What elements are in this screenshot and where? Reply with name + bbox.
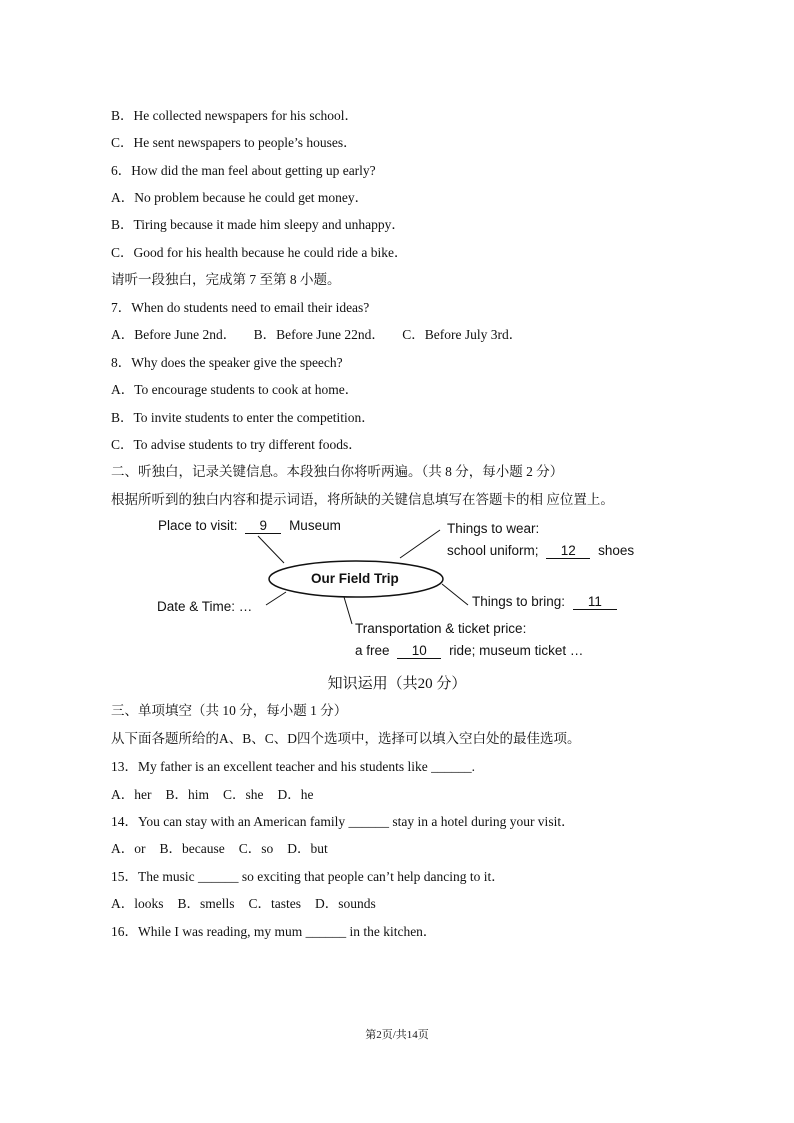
branch-transport [344,597,352,624]
bring-blank: 11 [573,594,617,610]
q15-option-a: A．looks [111,896,164,911]
section2-instruction: 根据所听到的独白内容和提示词语，将所缺的关键信息填写在答题卡的相 应位置上。 [111,492,614,507]
mindmap-wear-label: Things to wear: [447,521,540,536]
knowledge-title: 知识运用（共20 分） [327,676,467,692]
q7-option-c: C．Before July 3rd． [402,327,523,342]
mindmap-date: Date & Time: … [157,599,253,614]
q7-option-a: A．Before June 2nd． [111,327,237,342]
q15-option-d: D．sounds [315,896,376,911]
q15-options [111,895,376,913]
wear-after: shoes [598,543,635,558]
bring-label: Things to bring: [472,594,566,609]
place-label: Place to visit: [158,518,238,533]
q13-options [111,786,314,804]
q6-option-b: B．Tiring because it made him sleepy and unhappy． [111,217,405,232]
place-after: Museum [289,518,341,533]
mindmap-center-label: Our Field Trip [311,571,399,586]
q5-option-b: B．He collected newspapers for his school． [111,108,359,123]
q15-question: 15．The music ______ so exciting that people can’t help dancing to it． [111,869,505,884]
q14-question: 14．You can stay with an American family ______ stay in a hotel during your visit． [111,814,575,829]
q15-option-b: B．smells [177,896,235,911]
branch-wear [400,530,440,558]
wear-blank: 12 [546,543,590,559]
mindmap-transport-label: Transportation & ticket price: [355,621,527,636]
mindmap-bring [472,594,617,610]
transport-after: ride; museum ticket … [449,643,584,658]
q8-question: 8．Why does the speaker give the speech? [111,355,343,370]
q13-option-d: D．he [277,787,314,802]
q14-option-b: B．because [159,841,225,856]
branch-date [266,592,286,605]
transport-blank: 10 [397,643,441,659]
q14-option-a: A．or [111,841,146,856]
place-blank: 9 [245,518,281,534]
q13-question: 13．My father is an excellent teacher and his students like ______. [111,759,476,774]
q13-option-b: B．him [165,787,210,802]
q14-options [111,840,328,858]
q6-option-a: A．No problem because he could get money． [111,190,369,205]
section3-heading: 三、单项填空（共 10 分，每小题 1 分） [111,703,348,718]
section3-instruction: 从下面各题所给的A、B、C、D四个选项中，选择可以填入空白处的最佳选项。 [111,731,581,746]
q14-option-d: D．but [287,841,328,856]
q8-option-b: B．To invite students to enter the competition． [111,410,375,425]
q6-option-c: C．Good for his health because he could ride a bike． [111,245,408,260]
q8-option-c: C．To advise students to try different foods． [111,437,362,452]
q7-question: 7．When do students need to email their ideas? [111,300,370,315]
q7-option-b: B．Before June 22nd． [253,327,385,342]
transport-before: a free [355,643,390,658]
branch-bring [442,584,468,605]
section2-heading: 二、听独白，记录关键信息。本段独白你将听两遍。（共 8 分，每小题 2 分） [111,464,564,479]
mindmap-place [158,518,341,534]
branch-place [258,536,284,563]
q5-option-c: C．He sent newspapers to people’s houses． [111,135,357,150]
q14-option-c: C．so [238,841,274,856]
q13-option-a: A．her [111,787,152,802]
mindmap-wear-line2 [447,543,634,559]
mindmap-transport-line2 [355,643,583,659]
q6-question: 6．How did the man feel about getting up early? [111,163,376,178]
q16-question: 16．While I was reading, my mum ______ in the kitchen． [111,924,437,939]
wear-before: school uniform; [447,543,539,558]
q8-option-a: A．To encourage students to cook at home． [111,382,359,397]
q15-option-c: C．tastes [248,896,302,911]
q13-option-c: C．she [223,787,264,802]
monologue-instruction: 请听一段独白，完成第 7 至第 8 小题。 [111,272,341,287]
page-footer: 第2页/共14页 [365,1029,429,1041]
